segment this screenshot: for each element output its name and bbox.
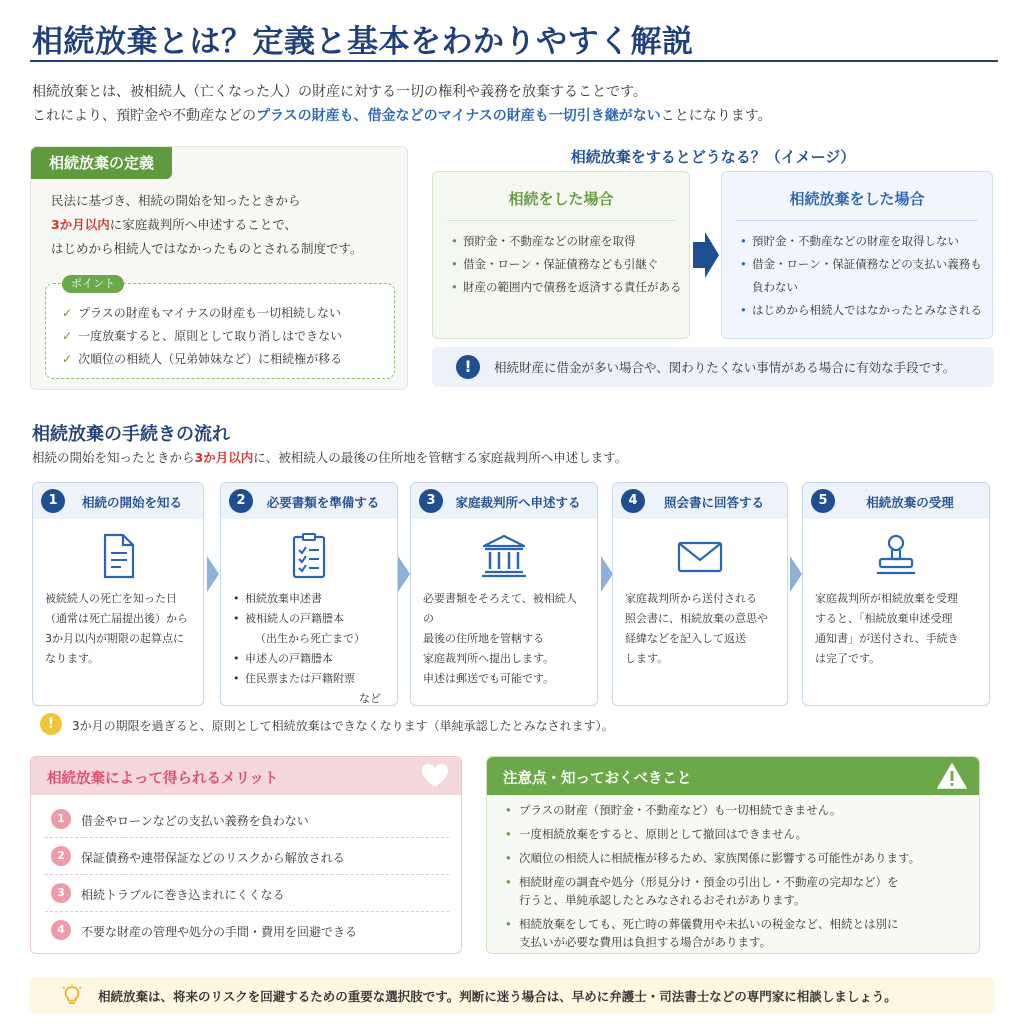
step-line: 家庭裁判所から送付される [625,592,757,605]
caution-text-cont: 支払いが必要な費用は負担する場合があります。 [519,935,772,949]
intro-line-2 [32,104,992,128]
step-line: 申述は郵送でも可能です。 [423,672,555,685]
step-number: 5 [811,489,835,513]
point-text: プラスの財産もマイナスの財産も一切相続しない [78,306,341,320]
warning-triangle-icon [937,762,967,790]
document-list [233,589,387,629]
document-list [233,649,387,689]
case-item-text: 借金・ローン・保証債務などの支払い義務も [752,257,982,271]
checklist-icon [284,531,334,581]
case-inherit-heading: 相続をした場合 [508,190,614,208]
merit-item [45,838,449,875]
cautions-title: 注意点・知っておくべきこと [503,771,692,787]
step-line: （通常は死亡届提出後）から [45,612,188,625]
intro-line-2-post: ことになります。 [660,108,772,124]
step-line: なります。 [45,652,100,665]
footer-text: 相続放棄は、将来のリスクを回避するための重要な選択肢です。判断に迷う場合は、早めに弁護士・司法書士などの専門家に相談しましょう。 [98,989,897,1004]
document-item: • 相続放棄申述書 [233,589,387,609]
step-body [45,589,193,669]
title-divider [30,60,998,62]
step-number: 1 [41,489,65,513]
flow-arrow-icon [398,556,410,592]
deadline-highlight: 3か月以内 [51,217,110,232]
point-item [62,348,342,371]
step-number: 2 [229,489,253,513]
point-item [62,325,342,348]
step-header [613,483,787,519]
intro-highlight: プラスの財産も、借金などのマイナスの財産も一切引き継がない [256,108,661,124]
merit-text: 相続トラブルに巻き込まれにくくなる [81,888,285,902]
point-box [45,277,395,379]
document-item: • 住民票または戸籍附票 [233,669,387,689]
caution-item: • プラスの財産（預貯金・不動産など）も一切相続できません。 [505,801,969,819]
merits-header [31,757,461,795]
footer-advice [30,977,994,1013]
merit-item [45,875,449,912]
flow-step-2 [220,482,398,706]
point-text: 一度放棄すると、原則として取り消しはできない [78,329,343,343]
courthouse-icon [479,531,529,581]
flow-title: 相続放棄の手続きの流れ [32,424,230,445]
flow-sub-post: に、被相続人の最後の住所地を管轄する家庭裁判所へ申述します。 [253,450,628,465]
definition-line-1: 民法に基づき、相続の開始を知ったときから [51,193,301,208]
merit-number: 3 [51,883,71,903]
exclamation-icon: ! [456,355,480,379]
comparison-title: 相続放棄をするとどうなる？（イメージ） [570,148,856,166]
step-line: すると、「相続放棄申述受理 [815,612,953,625]
flow-sub-pre: 相続の開始を知ったときから [32,450,195,465]
case-inherit-panel [432,171,690,339]
point-item [62,302,342,325]
merit-item [45,801,449,838]
merits-list [45,801,449,949]
definition-line-2 [51,213,396,237]
cautions-header [487,757,979,795]
merits-panel [30,756,462,954]
step-body [423,589,587,689]
flow-step-1 [32,482,204,706]
intro-text [32,80,992,128]
definition-label: 相続放棄の定義 [31,147,172,179]
step-line: 最後の住所地を管轄する [423,632,544,645]
stamp-icon [871,531,921,581]
caution-item: • 一度相続放棄をすると、原則として撤回はできません。 [505,825,969,843]
merit-number: 4 [51,920,71,940]
step-label: 家庭裁判所へ申述する [455,495,581,510]
step-line: 家庭裁判所が相続放棄を受理 [815,592,958,605]
check-icon: ✓ [62,306,73,320]
step-label: 相続放棄の受理 [866,495,954,510]
deadline-warning-text: 3か月の期限を過ぎると、原則として相続放棄はできなくなります（単純承認したとみなされます）。 [72,719,614,733]
lightbulb-icon [60,983,84,1007]
case-divider [736,220,978,221]
case-item: • 預貯金・不動産などの財産を取得しない [740,230,982,253]
flow-deadline-highlight: 3か月以内 [194,450,254,465]
intro-line-1: 相続放棄とは、被相続人（亡くなった人）の財産に対する一切の権利や義務を放棄することです。 [32,84,647,100]
point-text: 次順位の相続人（兄弟姉妹など）に相続権が移る [78,352,343,366]
step-body [233,589,387,709]
step-body [815,589,979,669]
merit-text: 借金やローンなどの支払い義務を負わない [81,814,309,828]
step-line: します。 [625,652,669,665]
step-line: 被続続人の死亡を知った日 [45,592,177,605]
case-renounce-list [740,230,982,322]
deadline-warning [40,713,1000,737]
intro-line-2-pre: これにより、預貯金や不動産などの [32,108,256,124]
merit-number: 2 [51,846,71,866]
step-label: 照会書に回答する [663,495,764,510]
case-item-cont: 負わない [752,280,798,294]
flow-arrow-icon [790,556,802,592]
flow-step-5 [802,482,990,706]
case-renounce-heading: 相続放棄をした場合 [789,190,925,208]
caution-item [505,873,969,909]
mail-icon [675,531,725,581]
document-item: • 申述人の戸籍謄本 [233,649,387,669]
merit-text: 不要な財産の管理や処分の手間・費用を回避できる [81,925,358,939]
step-line: は完了です。 [815,652,881,665]
step-header [221,483,397,519]
merits-title: 相続放棄によって得られるメリット [47,771,279,787]
merit-item [45,912,449,949]
step-line: 必要書類をそろえて、被相続人の [423,592,577,625]
step-line: 家庭裁判所へ提出します。 [423,652,555,665]
definition-panel [30,146,408,390]
arrow-right-icon [693,232,719,278]
check-icon: ✓ [62,329,73,343]
document-icon [93,531,143,581]
point-badge: ポイント [62,275,124,293]
case-item: • 財産の範囲内で債務を返済する責任がある [451,276,682,299]
page-title: 相続放棄とは？定義と基本をわかりやすく解説 [32,24,694,60]
case-divider [447,220,675,221]
flow-step-3 [410,482,598,706]
merit-text: 保証債務や連帯保証などのリスクから解放される [81,851,345,865]
step-line: 3か月以内が期限の起算点に [45,632,184,645]
step-line: 照会書に、相続放棄の意思や [625,612,768,625]
case-renounce-panel [721,171,993,339]
case-item [740,253,982,299]
document-item-note: （出生から死亡まで） [255,632,365,645]
step-header [411,483,597,519]
cautions-panel [486,756,980,954]
flow-arrow-icon [207,556,219,592]
step-line: 経緯などを記入して返送 [625,632,746,645]
point-list [62,302,342,371]
heart-icon [421,763,449,789]
case-item: • 借金・ローン・保証債務なども引継ぐ [451,253,682,276]
step-label: 相続の開始を知る [81,495,182,510]
caution-item [505,915,969,951]
warning-icon: ! [40,713,62,735]
effective-note-text: 相続財産に借金が多い場合や、関わりたくない事情がある場合に有効な手段です。 [494,360,956,375]
flow-step-4 [612,482,788,706]
flow-subtitle [32,448,627,466]
case-inherit-list [451,230,682,299]
caution-text: 相続放棄をしても、死亡時の葬儀費用や未払いの税金など、相続とは別に [519,917,899,931]
definition-line-3: はじめから相続人ではなかったものとされる制度です。 [51,241,363,256]
caution-text-cont: 行うと、単純承認したとみなされるおそれがあります。 [519,893,806,907]
etc-text: など [359,692,381,705]
effective-note [432,347,994,387]
cautions-list [505,801,969,957]
check-icon: ✓ [62,352,73,366]
document-item: • 被相続人の戸籍謄本 [233,609,387,629]
definition-text [51,189,396,261]
step-line: 通知書」が送付され、手続き [815,632,959,645]
case-item: • はじめから相続人ではなかったとみなされる [740,299,982,322]
case-item: • 預貯金・不動産などの財産を取得 [451,230,682,253]
step-header [803,483,989,519]
step-number: 3 [419,489,443,513]
step-label: 必要書類を準備する [266,495,380,510]
definition-line-2-post: に家庭裁判所へ申述することで、 [109,217,297,232]
step-header [33,483,203,519]
step-number: 4 [621,489,645,513]
merit-number: 1 [51,809,71,829]
step-body [625,589,777,669]
caution-item: • 次順位の相続人に相続権が移るため、家族関係に影響する可能性があります。 [505,849,969,867]
caution-text: 相続財産の調査や処分（形見分け・預金の引出し・不動産の完却など）を [519,875,899,889]
